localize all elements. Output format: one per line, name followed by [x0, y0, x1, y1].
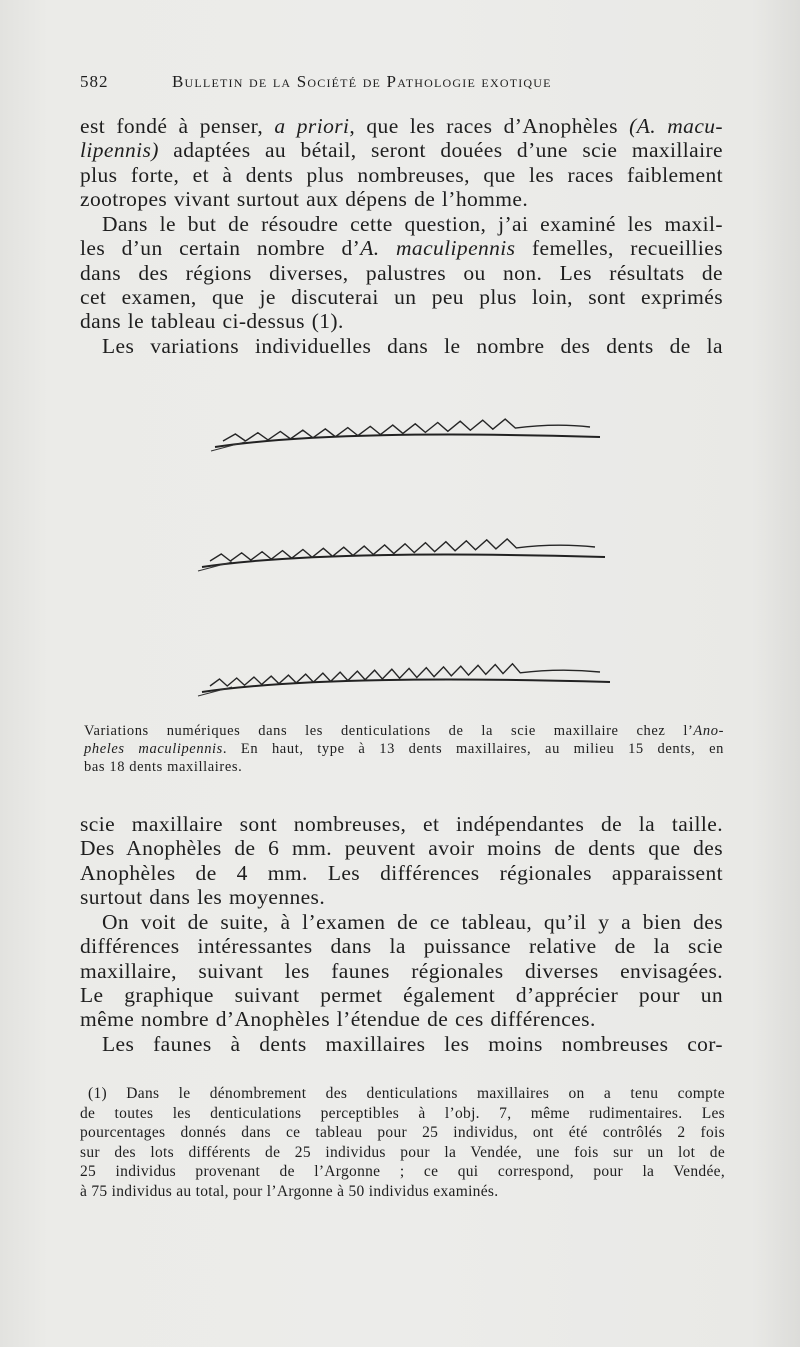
paragraph-3: [80, 334, 723, 358]
footnote-line: à 75 individus au total, pour l’Argonne à 50 individus examinés.: [80, 1182, 499, 1200]
paragraph-4: [80, 812, 723, 909]
footnote: [80, 1084, 725, 1202]
page-number: 582: [80, 72, 109, 91]
running-title: Bulletin de la Société de Pathologie exotique: [172, 72, 552, 91]
maxilla-drawings: [190, 395, 620, 715]
text-line: lipennis) adaptées au bétail, seront douées d’une scie maxillaire: [80, 138, 723, 163]
text-line: cet examen, que je discuterai un peu plus loin, sont exprimés: [80, 284, 723, 309]
footnote-line: (1) Dans le dénombrement des denticulations maxillaires on a tenu compte: [88, 1085, 725, 1102]
text-line: zootropes vivant surtout aux dépens de l’homme.: [80, 186, 529, 211]
text-line: est fondé à penser, a priori, que les races d’Anophèles (A. macu-: [80, 114, 723, 138]
text-line: même nombre d’Anophèles l’étendue de ces différences.: [80, 1007, 596, 1032]
paragraph-6: [80, 1032, 723, 1056]
maxilla-shaft: [202, 680, 610, 692]
footnote-line: 25 individus provenant de l’Argonne ; ce qui correspond, pour la Vendée,: [80, 1163, 725, 1181]
text-line: scie maxillaire sont nombreuses, et indépendantes de la taille.: [80, 812, 723, 836]
text-line: plus forte, et à dents plus nombreuses, que les races faiblement: [80, 162, 723, 187]
maxilla-group: [198, 419, 610, 696]
text-line: différences intéressantes dans la puissance relative de la scie: [80, 934, 723, 959]
text-line: Des Anophèles de 6 mm. peuvent avoir moins de dents que des: [80, 836, 723, 861]
text-line: dans des régions diverses, palustres ou non. Les résultats de: [80, 260, 723, 285]
text-line: dans le tableau ci-dessus (1).: [80, 309, 344, 334]
footnote-line: pourcentages donnés dans ce tableau pour 25 individus, ont été contrôlés 2 fois: [80, 1124, 725, 1142]
paragraph-1: [80, 114, 723, 211]
text-line: Anophèles de 4 mm. Les différences régionales apparaissent: [80, 860, 723, 885]
caption-line: Variations numériques dans les denticulations de la scie maxillaire chez l’Ano-: [84, 723, 724, 739]
text-line: Les faunes à dents maxillaires les moins nombreuses cor-: [102, 1032, 723, 1056]
text-line: On voit de suite, à l’examen de ce tableau, qu’il y a bien des: [102, 910, 723, 934]
maxilla-saw-13-teeth: [223, 419, 590, 441]
maxillary-saw-figure: [190, 395, 620, 715]
footnote-line: sur des lots différents de 25 individus pour la Vendée, une fois sur un lot de: [80, 1143, 725, 1161]
maxilla-shaft: [202, 555, 605, 567]
paragraph-5: [80, 910, 723, 1031]
text-line: Le graphique suivant permet également d’apprécier pour un: [80, 982, 723, 1007]
running-header: [80, 72, 720, 98]
maxilla-saw-15-teeth: [210, 539, 595, 561]
caption-line: bas 18 dents maxillaires.: [84, 759, 243, 775]
text-line: maxillaire, suivant les faunes régionales diverses envisagées.: [80, 958, 723, 983]
maxilla-saw-18-teeth: [210, 664, 600, 686]
figure-caption: [84, 722, 724, 776]
footnote-line: de toutes les denticulations perceptibles à l’obj. 7, même rudimentaires. Les: [80, 1104, 725, 1122]
text-line: Les variations individuelles dans le nombre des dents de la: [102, 334, 723, 358]
text-line: les d’un certain nombre d’A. maculipennis femelles, recueillies: [80, 236, 723, 261]
text-line: Dans le but de résoudre cette question, j’ai examiné les maxil-: [102, 212, 723, 236]
caption-line: pheles maculipennis. En haut, type à 13 dents maxillaires, au milieu 15 dents, en: [84, 741, 724, 757]
text-line: surtout dans les moyennes.: [80, 884, 326, 909]
paragraph-2: [80, 212, 723, 333]
